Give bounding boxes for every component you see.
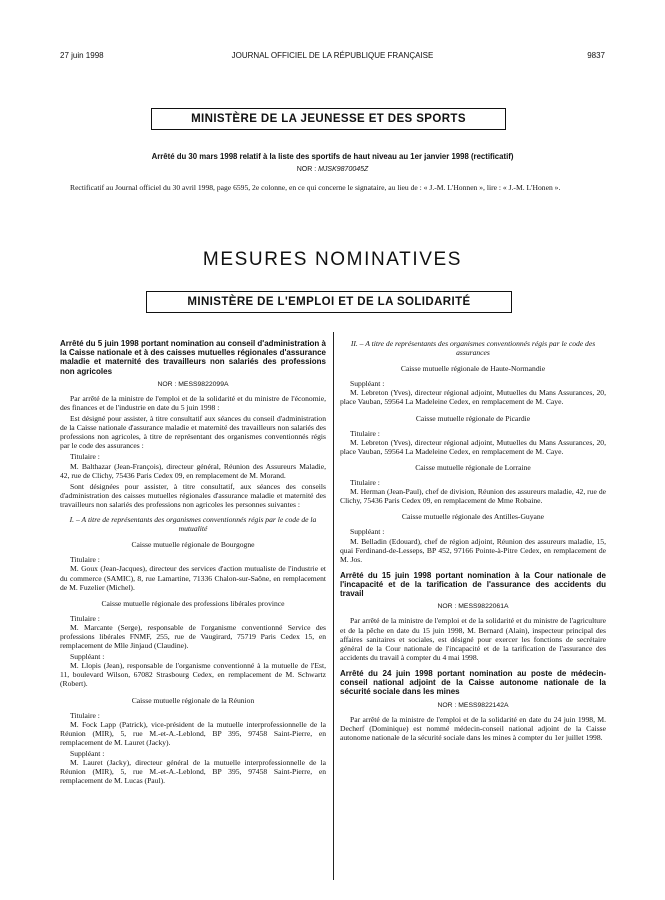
nor-5-juin: NOR : MESS9822099A xyxy=(157,380,229,388)
paragraph: M. Belladin (Edouard), chef de région adjoint, Réunion des assureurs maladie, 15, quai Ferdinand-de-Lesseps, BP 452, 97166 Pointe-à-Pitre Cedex, en remplacement de M. Jos. xyxy=(340,536,606,564)
arrete-sports-title: Arrêté du 30 mars 1998 relatif à la liste des sportifs de haut niveau au 1er janvier 1998 (rectificatif) xyxy=(151,152,514,161)
column-divider xyxy=(333,332,334,880)
nor-code: MJSK9870045Z xyxy=(318,166,369,173)
titulaire-label: Titulaire : xyxy=(350,478,380,488)
caisse-heading: Caisse mutuelle régionale de Haute-Normandie xyxy=(400,364,546,374)
suppleant-label: Suppléant : xyxy=(70,652,105,662)
paragraph: M. Fock Lapp (Patrick), vice-président de la mutuelle interprofessionnelle de la Réunion (MIR), 5, rue M.-et-A.-Leblond, BP 395, 97458 Saint-Pierre, en remplacement de M. Lauret (Jacky). xyxy=(60,719,326,747)
caisse-heading: Caisse mutuelle régionale de la Réunion xyxy=(131,695,255,705)
nor-24-juin: NOR : MESS9822142A xyxy=(437,701,509,709)
paragraph: M. Lebreton (Yves), directeur régional adjoint, Mutuelles du Mans Assurances, 20, place Vauban, 59564 La Madeleine Cedex, en remplacement de M. Caye. xyxy=(340,388,606,407)
paragraph: Par arrêté de la ministre de l'emploi et de la solidarité et du ministre de l'économie, des finances et de l'industrie en date du 5 juin 1998 : xyxy=(60,393,326,412)
titulaire-label: Titulaire : xyxy=(70,613,100,623)
caisse-heading: Caisse mutuelle régionale des professions libérales province xyxy=(101,598,285,608)
titulaire-label: Titulaire : xyxy=(70,452,100,462)
ministry-box-jeunesse: MINISTÈRE DE LA JEUNESSE ET DES SPORTS xyxy=(151,108,506,130)
section-i-heading: I. – A titre de représentants des organismes conventionnés régis par le code de la mutualité xyxy=(69,515,317,534)
ministry-box-emploi: MINISTÈRE DE L'EMPLOI ET DE LA SOLIDARITÉ xyxy=(146,291,512,313)
header-date: 27 juin 1998 xyxy=(60,51,104,60)
right-column xyxy=(340,339,606,744)
paragraph: M. Lebreton (Yves), directeur régional adjoint, Mutuelles du Mans Assurances, 20, place Vauban, 59564 La Madeleine Cedex, en remplacement de M. Caye. xyxy=(340,437,606,456)
paragraph: M. Marcante (Serge), responsable de l'organisme conventionné Service des professions libérales FNMF, 255, rue de Vaugirard, 75719 Paris Cedex 15, en remplacement de Mlle Jinjaud (Claudine). xyxy=(60,622,326,651)
arrete-24-juin-title: Arrêté du 24 juin 1998 portant nomination au poste de médecin-conseil national adjoint de la Caisse autonome nationale de la sécurité sociale dans les mines xyxy=(340,668,606,697)
caisse-heading: Caisse mutuelle régionale des Antilles-Guyane xyxy=(401,512,545,522)
left-column xyxy=(60,339,326,787)
header-page-number: 9837 xyxy=(587,51,605,60)
paragraph: M. Balthazar (Jean-François), directeur général, Réunion des Assureurs Maladie, 42, rue de Clichy, 75436 Paris Cedex 09, en remplacement de M. Morand. xyxy=(60,461,326,480)
paragraph: M. Lauret (Jacky), directeur général de la mutuelle interprofessionnelle de la Réunion (MIR), 5, rue M.-et-A.-Leblond, BP 395, 97458 Saint-Pierre, en remplacement de M. Lucas (Paul). xyxy=(60,758,326,786)
arrete-15-juin-title: Arrêté du 15 juin 1998 portant nomination à la Cour nationale de l'incapacité et de la tarification de l'assurance des accidents du travail xyxy=(340,570,606,599)
paragraph: Est désigné pour assister, à titre consultatif aux séances du conseil d'administration de la Caisse nationale d'assurance maladie et maternité des travailleurs non salariés des professions non agricoles, à titre de représentant des organismes conventionnés régis par le code des assurances : xyxy=(60,414,326,451)
nor-label: NOR : xyxy=(296,166,317,173)
arrete-5-juin-title: Arrêté du 5 juin 1998 portant nomination au conseil d'administration à la Caisse nationale et à des caisses mutuelles régionales d'assurance maladie et maternité des travailleurs non salariés des professions non agricoles xyxy=(60,339,326,376)
suppleant-label: Suppléant : xyxy=(350,379,385,389)
section-ii-heading: II. – A titre de représentants des organismes conventionnés régis par le code des assurances xyxy=(350,339,596,358)
paragraph: M. Herman (Jean-Paul), chef de division, Réunion des assureurs maladie, 42, rue de Clichy, 75436 Paris Cedex 09, en remplacement de Mme Robaine. xyxy=(340,487,606,506)
titulaire-label: Titulaire : xyxy=(70,555,100,565)
nor-15-juin: NOR : MESS9822061A xyxy=(437,603,509,611)
suppleant-label: Suppléant : xyxy=(350,527,385,537)
titulaire-label: Titulaire : xyxy=(350,428,380,438)
caisse-heading: Caisse mutuelle régionale de Picardie xyxy=(415,413,531,423)
titulaire-label: Titulaire : xyxy=(70,710,100,720)
rectificatif-text: Rectificatif au Journal officiel du 30 avril 1998, page 6595, 2e colonne, en ce qui concerne le signataire, au lieu de : « J.-M. L'Honnen », lire : « J.-M. L'Honen ». xyxy=(70,183,561,192)
nor-sports xyxy=(0,166,665,173)
paragraph: Par arrêté de la ministre de l'emploi et de la solidarité en date du 24 juin 1998, M. Decherf (Dominique) est nommé médecin-conseil national adjoint de la Caisse autonome nationale de la sécurité sociale dans les mines à compter du 1er juillet 1998. xyxy=(340,714,606,742)
header-journal: JOURNAL OFFICIEL DE LA RÉPUBLIQUE FRANÇAISE xyxy=(231,51,434,60)
caisse-heading: Caisse mutuelle régionale de Lorraine xyxy=(415,462,531,472)
paragraph: Sont désignées pour assister, à titre consultatif, aux séances des conseils d'administration des caisses mutuelles régionales d'assurance maladie et maternité des travailleurs non salariés des professions non agricoles les personnes suivantes : xyxy=(60,481,326,509)
paragraph: Par arrêté de la ministre de l'emploi et de la solidarité et du ministre de l'agriculture et de la pêche en date du 15 juin 1998, M. Bernard (Alain), inspecteur principal des affaires sanitaires et sociales, est désigné pour exercer les fonctions de secrétaire général de la Cour nationale de l'incapacité et de la tarification de l'assurance des accidents du travail à compter du 4 mai 1998. xyxy=(340,616,606,662)
suppleant-label: Suppléant : xyxy=(70,749,105,758)
paragraph: M. Goux (Jean-Jacques), directeur des services d'action mutualiste de l'industrie et du commerce (SAMIC), 8, rue Lamartine, 71336 Chalon-sur-Saône, en remplacement de M. Fuzelier (Michel). xyxy=(60,564,326,592)
paragraph: M. Llopis (Jean), responsable de l'organisme conventionné à la mutuelle de l'Est, 11, boulevard Wilson, 67082 Strasbourg Cedex, en remplacement de M. Schwartz (Robert). xyxy=(60,661,326,689)
main-title: MESURES NOMINATIVES xyxy=(202,249,463,270)
caisse-heading: Caisse mutuelle régionale de Bourgogne xyxy=(131,540,255,550)
